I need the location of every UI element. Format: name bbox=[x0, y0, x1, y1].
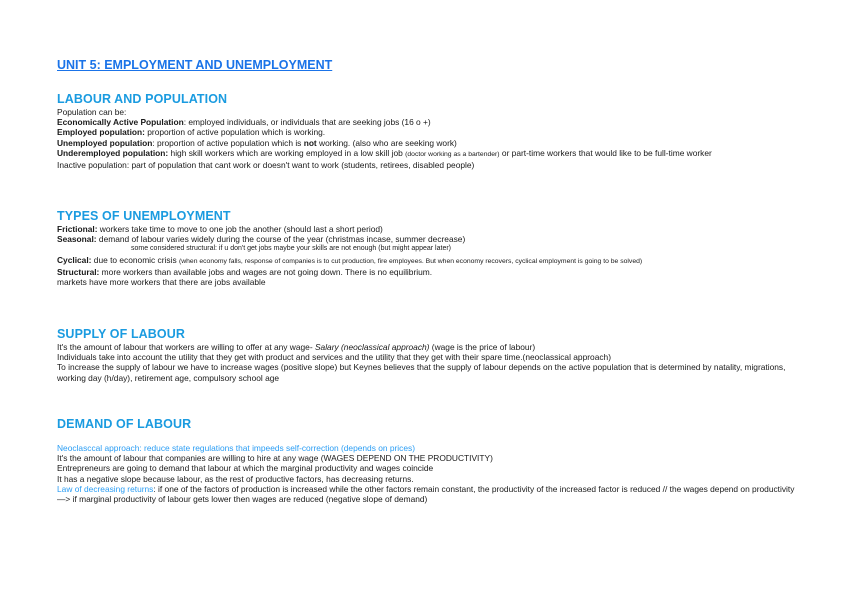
frictional-definition: Frictional: workers take time to move to one job the another (should last a short period) bbox=[57, 224, 383, 234]
cyclical-definition: Cyclical: due to economic crisis (when economy falls, response of companies is to cut production, fire employees. But when economy recovers, cyclical employment is going to be solved) bbox=[57, 254, 643, 265]
section-heading: LABOUR AND POPULATION bbox=[57, 92, 228, 106]
unemployed-definition: Unemployed population: proportion of active population which is not working. (also who are seeking work) bbox=[57, 137, 457, 148]
section-heading: DEMAND OF LABOUR bbox=[57, 417, 192, 431]
neoclassical-approach: Neoclasccal approach: reduce state regulations that impeeds self-correction (depends on prices) bbox=[57, 443, 415, 453]
section-types-unemployment bbox=[57, 209, 797, 287]
law-decreasing-returns: Law of decreasing returns: if one of the factors of production is increased while the other factors remain constant, the productivity of the increased factor is reduced // the wages depend on productivity bbox=[57, 483, 795, 494]
section-supply-labour bbox=[57, 327, 797, 383]
underemployed-definition: Underemployed population: high skill workers which are working employed in a low skill job (doctor working as a bartender) or part-time workers that would like to be full-time worker bbox=[57, 147, 712, 158]
eap-definition: Economically Active Population: employed individuals, or individuals that are seeking jobs (16 o +) bbox=[57, 117, 431, 128]
inactive-definition: Inactive population: part of population that cant work or doesn't want to work (students, retirees, disabled people) bbox=[57, 160, 475, 171]
section-demand-labour bbox=[57, 417, 797, 504]
section-labour-population bbox=[57, 92, 797, 170]
supply-utility: Individuals take into account the utility that they get with product and services and the utility that they get with their spare time.(neoclassical approach) bbox=[57, 352, 611, 363]
seasonal-definition: Seasonal: demand of labour varies widely during the course of the year (christmas incase, summer decrease) bbox=[57, 234, 466, 245]
unit-title: UNIT 5: EMPLOYMENT AND UNEMPLOYMENT bbox=[57, 58, 333, 72]
supply-definition: It's the amount of labour that workers are willing to offer at any wage- Salary (neoclassical approach) (wage is the price of labour) bbox=[57, 342, 536, 352]
seasonal-note: some considered structural: if u don't get jobs maybe your skills are not enough (but might appear later) bbox=[131, 245, 452, 253]
demand-slope: It has a negative slope because labour, as the rest of productive factors, has decreasing returns. bbox=[57, 473, 414, 484]
markets-note: markets have more workers that there are jobs available bbox=[57, 277, 266, 288]
demand-definition: It's the amount of labour that companies are willing to hire at any wage (WAGES DEPEND ON THE PRODUCTIVITY) bbox=[57, 453, 493, 464]
demand-entrepreneurs: Entrepreneurs are going to demand that labour at which the marginal productivity and wages coincide bbox=[57, 463, 434, 474]
employed-definition: Employed population: proportion of active population which is working. bbox=[57, 127, 326, 138]
section-heading: SUPPLY OF LABOUR bbox=[57, 327, 186, 341]
section-heading: TYPES OF UNEMPLOYMENT bbox=[57, 209, 231, 223]
marginal-productivity-note: —> if marginal productivity of labour gets lower then wages are reduced (negative slope of demand) bbox=[57, 494, 428, 505]
labour-intro: Population can be: bbox=[57, 107, 127, 117]
supply-increase: To increase the supply of labour we have to increase wages (positive slope) but Keynes believes that the supply of labour depends on the active population that is determined by natality, migrations, working day (h/day), retirement age, compulsory school age bbox=[57, 362, 786, 383]
structural-definition: Structural: more workers than available jobs and wages are not going down. There is no equilibrium. bbox=[57, 266, 433, 277]
